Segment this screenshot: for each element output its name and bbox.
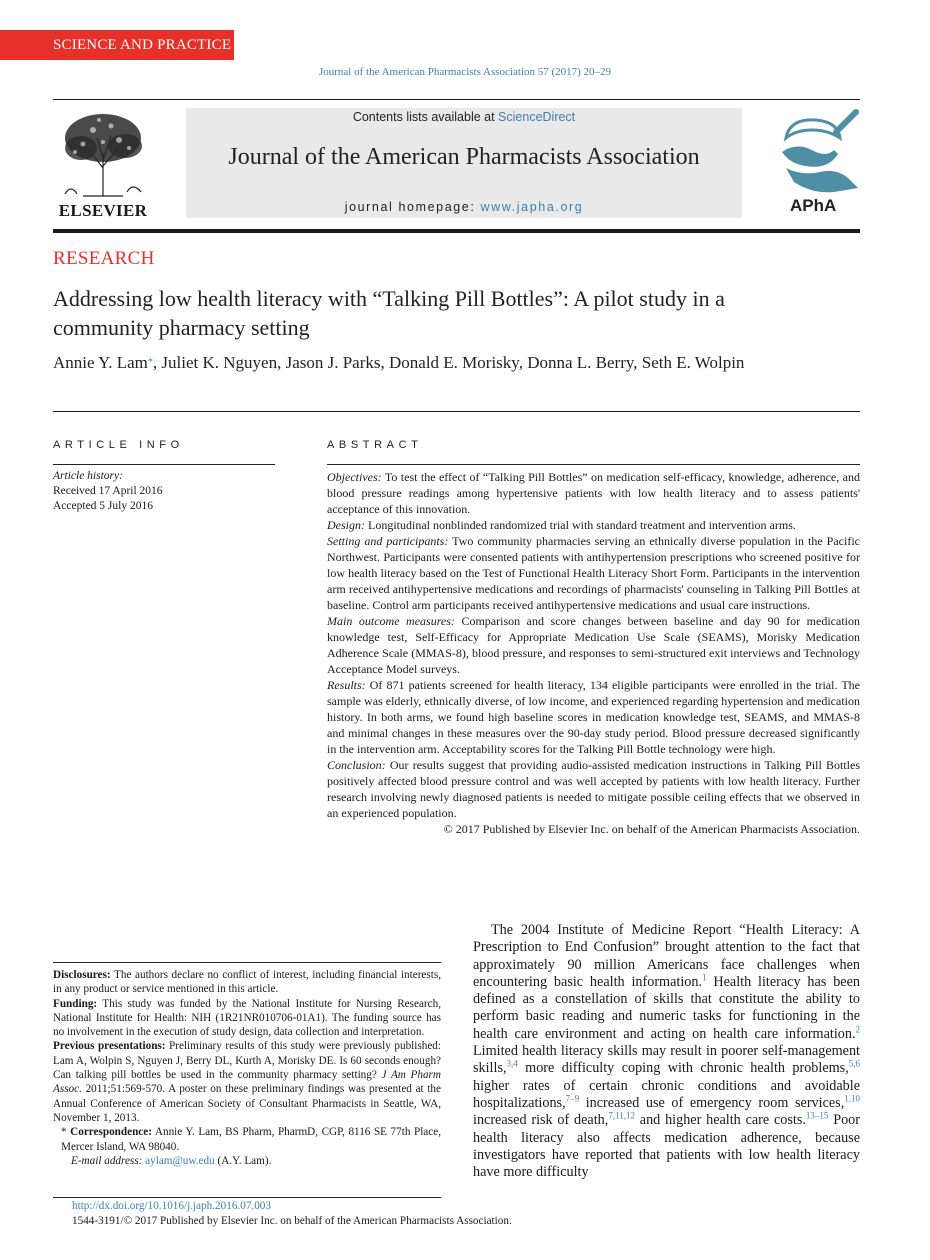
body-paragraph: The 2004 Institute of Medicine Report “Health Literacy: A Prescription to End Confusion” brought attention to the fact that approximately 90 million Americans face challenges when encountering basic health information.$^1$ Health literacy has been defined as a constellation of skills that constitute the ability to perform basic reading and numeric tasks for functioning in the health care environment and acting on health care information.$^2$ Limited health literacy skills may result in poorer self-management skills,$^{3,4}$ more difficulty coping with chronic health problems,$^{5,6}$ higher rates of certain chronic conditions and avoidable hospitalizations,$^{7-9}$ increased use of emergency room services,$^{1,10}$ increased risk of death,$^{7,11,12}$ and higher health care costs.$^{13-15}$ Poor health literacy also affects medication adherence, because investigators have reported that patients with low health literacy have more difficulty — [473, 922, 861, 1181]
abstract-rule — [327, 464, 860, 465]
abstract-results: Results: Of 871 patients screened for health literacy, 134 eligible participants were enrolled in the trial. The sample was elderly, ethnically diverse, of low income, and experienced regarding hypertension and medication history. In both arms, we found high baseline scores in medication knowledge test, SEAMS, and MMAS-8 and minimal changes in these measures over the 90-day study period. Blood pressure decreased significantly in the intervention arm. Acceptability scores for the Talking Pill Bottle technology were high. — [327, 678, 860, 756]
abstract-objectives: Objectives: To test the effect of “Talking Pill Bottles” on medication self-efficacy, knowledge, adherence, and blood pressure readings among hypertensive patients with low health literacy and to assess patients' acceptance of this innovation. — [327, 470, 860, 516]
doi-link[interactable]: http://dx.doi.org/10.1016/j.japh.2016.07.003 — [72, 1200, 271, 1212]
abstract-outcomes: Main outcome measures: Comparison and score changes between baseline and day 90 for medication knowledge test, Self-Efficacy for Appropriate Medication Use Scale (SEAMS), Morisky Medication Adherence Scale (MMAS-8), blood pressure, and responses to semi-structured exit interviews and Technology Acceptance Model surveys. — [327, 614, 860, 676]
abstract-copyright: © 2017 Published by Elsevier Inc. on behalf of the American Pharmacists Association. — [443, 822, 860, 836]
homepage-line: journal homepage: www.japha.org — [344, 200, 584, 214]
journal-citation-link[interactable]: Journal of the American Pharmacists Association 57 (2017) 20–29 — [318, 66, 612, 78]
email-link[interactable]: aylam@uw.edu — [145, 1154, 215, 1167]
header-top-rule — [53, 99, 860, 100]
citation-ref[interactable]: 2 — [855, 1024, 860, 1035]
citation-ref[interactable]: 5,6 — [848, 1058, 860, 1069]
abstract-heading: ABSTRACT — [327, 439, 423, 451]
received-date: Received 17 April 2016 — [53, 485, 163, 497]
apha-logo-text: APhA — [790, 196, 837, 215]
contents-line: Contents lists available at ScienceDirect — [352, 110, 576, 124]
footnote-correspondence: * Correspondence: Annie Y. Lam, BS Pharm, PharmD, CGP, 8116 SE 77th Place, Mercer Island, WA 98040. — [61, 1126, 441, 1153]
footnotes — [53, 968, 441, 1168]
sciencedirect-link[interactable]: ScienceDirect — [498, 110, 576, 124]
homepage-link[interactable]: www.japha.org — [480, 200, 584, 214]
corresponding-author-mark[interactable]: * — [147, 357, 153, 368]
abstract-setting: Setting and participants: Two community pharmacies serving an ethnically diverse population in the Pacific Northwest. Participants were consented patients with antihypertension prescriptions who screened positive for low health literacy based on the Test of Functional Health Literacy Short Form. Participants in the intervention arm received antihypertensive medications and recordings of pharmacists' counseling in Talking Pill Bottles at baseline. Control arm participants received antihypertensive medications and usual care instructions. — [327, 534, 860, 612]
footnote-previous-presentations: Previous presentations: Preliminary results of this study were previously published: Lam A, Wolpin S, Nguyen J, Berry DL, Kurth A, Morisky DE. Is 60 seconds enough? Can talking pill bottles be used in the community pharmacy setting? J Am Pharm Assoc. 2011;51:569-570. A poster on these preliminary findings was presented at the Annual Conference of American Society of Consultant Pharmacists in Seattle, WA, November 1, 2013. — [53, 1040, 441, 1124]
journal-title: Journal of the American Pharmacists Association — [228, 144, 700, 170]
body-text — [473, 922, 860, 1181]
footnote-funding: Funding: This study was funded by the National Institute for Nursing Research, National Institute for Health: NIH (1R21NR010706-01A1). The funding source has no involvement in the execution of study design, data collection and interpretation. — [53, 997, 441, 1039]
abstract-body — [327, 469, 860, 837]
author-name[interactable]: Annie Y. Lam — [53, 353, 148, 372]
article-title: Addressing low health literacy with “Talking Pill Bottles”: A pilot study in a community pharmacy setting — [53, 286, 725, 340]
citation-ref[interactable]: 7,11,12 — [608, 1110, 635, 1121]
abstract-conclusion: Conclusion: Our results suggest that providing audio-assisted medication instructions in Talking Pill Bottles positively affected blood pressure control and was well accepted by patients with low health literacy. Further research involving newly diagnosed patients is needed to mitigate possible ceiling effects that we observed in an experienced population. — [327, 758, 861, 820]
citation-ref[interactable]: 1,10 — [844, 1093, 860, 1104]
history-label: Article history: — [53, 470, 123, 482]
citation-ref[interactable]: 1 — [702, 972, 707, 983]
footnote-rule — [53, 962, 441, 963]
article-section-label: RESEARCH — [53, 248, 155, 269]
elsevier-tree-logo — [53, 108, 153, 200]
footnote-disclosures: Disclosures: The authors declare no conflict of interest, including financial interests, in any product or service mentioned in this article. — [53, 969, 441, 996]
elsevier-logo-text: ELSEVIER — [58, 201, 148, 220]
article-info-rule — [53, 464, 275, 465]
citation-ref[interactable]: 3,4 — [506, 1058, 518, 1069]
footnote-email: E-mail address: aylam@uw.edu (A.Y. Lam). — [71, 1154, 272, 1167]
issn-line: 1544-3191/© 2017 Published by Elsevier Inc. on behalf of the American Pharmacists Association. — [72, 1215, 512, 1227]
article-info-heading: ARTICLE INFO — [53, 439, 184, 451]
article-history — [53, 469, 275, 514]
accepted-date: Accepted 5 July 2016 — [53, 500, 153, 512]
section-tag: SCIENCE AND PRACTICE — [0, 30, 234, 60]
header-bottom-rule — [53, 229, 860, 233]
doi-rule — [53, 1197, 441, 1198]
citation-ref[interactable]: 13–15 — [805, 1110, 829, 1121]
author-list: Annie Y. Lam*, Juliet K. Nguyen, Jason J. Parks, Donald E. Morisky, Donna L. Berry, Seth E. Wolpin — [53, 353, 745, 372]
apha-mortar-pestle-logo — [776, 108, 864, 198]
title-rule — [53, 411, 860, 412]
abstract-design: Design: Longitudinal nonblinded randomized trial with standard treatment and intervention arms. — [327, 518, 796, 532]
journal-masthead — [186, 108, 742, 218]
citation-ref[interactable]: 7–9 — [565, 1093, 580, 1104]
